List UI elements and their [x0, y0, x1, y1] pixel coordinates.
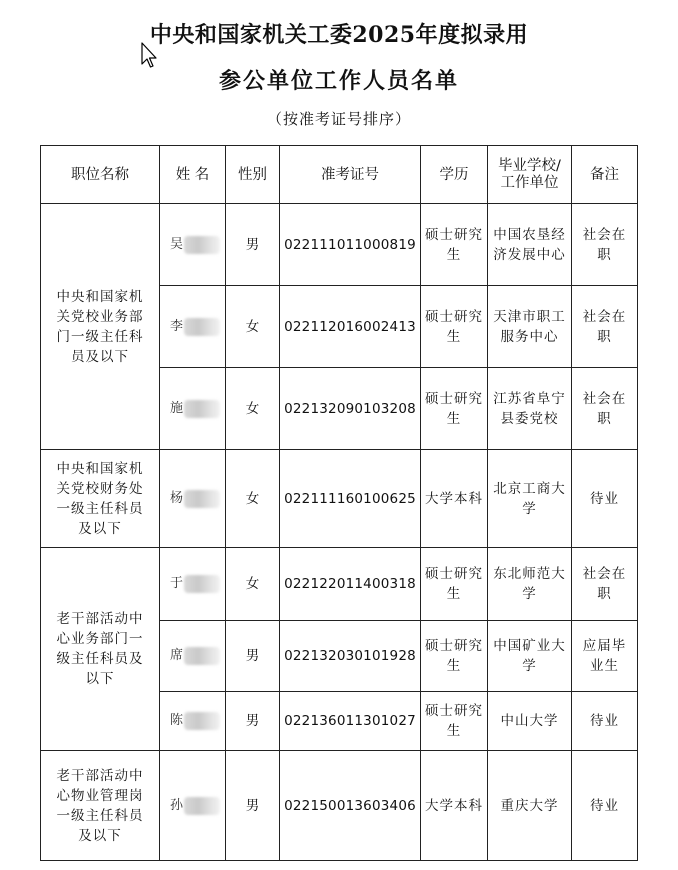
- surname: 孙: [170, 797, 184, 813]
- school-cell: 中国农垦经济发展中心: [488, 204, 572, 286]
- header-school-line-1: 毕业学校/: [498, 157, 561, 174]
- exam-no-cell: 022150013603406: [280, 751, 421, 861]
- name-cell: [160, 621, 226, 692]
- education-cell: 硕士研究生: [421, 621, 488, 692]
- exam-no-cell: 022112016002413: [280, 286, 421, 368]
- gender-cell: 女: [226, 450, 280, 548]
- exam-no-cell: 022122011400318: [280, 548, 421, 621]
- table-row: [41, 204, 638, 286]
- exam-no-cell: 022132030101928: [280, 621, 421, 692]
- header-school-line-2: 工作单位: [500, 174, 559, 191]
- redacted-name-blur: [184, 400, 220, 418]
- gender-cell: 女: [226, 548, 280, 621]
- header-exam-no: 准考证号: [280, 146, 421, 204]
- title-line-2: 参公单位工作人员名单: [218, 68, 459, 94]
- education-cell: 大学本科: [421, 751, 488, 861]
- surname: 陈: [170, 713, 184, 729]
- redacted-name-blur: [184, 318, 220, 336]
- surname: 席: [170, 648, 184, 664]
- school-cell: 东北师范大学: [488, 548, 572, 621]
- table-row: [41, 548, 638, 621]
- remark-cell: 社会在职: [572, 286, 638, 368]
- redacted-name-blur: [184, 797, 220, 815]
- position-cell: 老干部活动中心业务部门一级主任科员及以下: [41, 548, 160, 751]
- name-cell: [160, 204, 226, 286]
- education-cell: 硕士研究生: [421, 548, 488, 621]
- exam-no-cell: 022111160100625: [280, 450, 421, 548]
- surname: 杨: [170, 490, 184, 506]
- remark-cell: 社会在职: [572, 548, 638, 621]
- school-cell: 天津市职工服务中心: [488, 286, 572, 368]
- redacted-name-blur: [184, 490, 220, 508]
- surname: 于: [170, 576, 184, 592]
- subtitle: （按准考证号排序）: [266, 110, 411, 128]
- education-cell: 硕士研究生: [421, 286, 488, 368]
- gender-cell: 男: [226, 204, 280, 286]
- school-cell: 中国矿业大学: [488, 621, 572, 692]
- name-cell: [160, 548, 226, 621]
- remark-cell: 社会在职: [572, 368, 638, 450]
- table-row: [41, 751, 638, 861]
- remark-cell: 待业: [572, 692, 638, 751]
- exam-no-cell: 022111011000819: [280, 204, 421, 286]
- gender-cell: 女: [226, 368, 280, 450]
- roster-table: [40, 145, 638, 861]
- gender-cell: 女: [226, 286, 280, 368]
- header-school: [488, 146, 572, 204]
- position-cell: 中央和国家机关党校财务处一级主任科员及以下: [41, 450, 160, 548]
- redacted-name-blur: [184, 575, 220, 593]
- position-cell: 中央和国家机关党校业务部门一级主任科员及以下: [41, 204, 160, 450]
- header-remark: 备注: [572, 146, 638, 204]
- name-cell: [160, 692, 226, 751]
- gender-cell: 男: [226, 621, 280, 692]
- remark-cell: 待业: [572, 751, 638, 861]
- gender-cell: 男: [226, 751, 280, 861]
- remark-cell: 社会在职: [572, 204, 638, 286]
- school-cell: 北京工商大学: [488, 450, 572, 548]
- surname: 吴: [170, 236, 184, 252]
- table-row: [41, 450, 638, 548]
- header-education: 学历: [421, 146, 488, 204]
- gender-cell: 男: [226, 692, 280, 751]
- name-cell: [160, 368, 226, 450]
- remark-cell: 待业: [572, 450, 638, 548]
- name-cell: [160, 751, 226, 861]
- name-cell: [160, 286, 226, 368]
- education-cell: 硕士研究生: [421, 368, 488, 450]
- redacted-name-blur: [184, 712, 220, 730]
- header-gender: 性别: [226, 146, 280, 204]
- redacted-name-blur: [184, 236, 220, 254]
- school-cell: 中山大学: [488, 692, 572, 751]
- header-name: 姓 名: [160, 146, 226, 204]
- roster-body: [41, 204, 638, 861]
- position-cell: 老干部活动中心物业管理岗一级主任科员及以下: [41, 751, 160, 861]
- header-row: [41, 146, 638, 204]
- school-cell: 重庆大学: [488, 751, 572, 861]
- education-cell: 硕士研究生: [421, 692, 488, 751]
- exam-no-cell: 022136011301027: [280, 692, 421, 751]
- name-cell: [160, 450, 226, 548]
- surname: 施: [170, 400, 184, 416]
- redacted-name-blur: [184, 647, 220, 665]
- remark-cell: 应届毕业生: [572, 621, 638, 692]
- exam-no-cell: 022132090103208: [280, 368, 421, 450]
- header-position: 职位名称: [41, 146, 160, 204]
- education-cell: 硕士研究生: [421, 204, 488, 286]
- title-line-1: 中央和国家机关工委2025年度拟录用: [149, 22, 529, 48]
- education-cell: 大学本科: [421, 450, 488, 548]
- school-cell: 江苏省阜宁县委党校: [488, 368, 572, 450]
- mouse-cursor-icon: [141, 42, 157, 70]
- surname: 李: [170, 318, 184, 334]
